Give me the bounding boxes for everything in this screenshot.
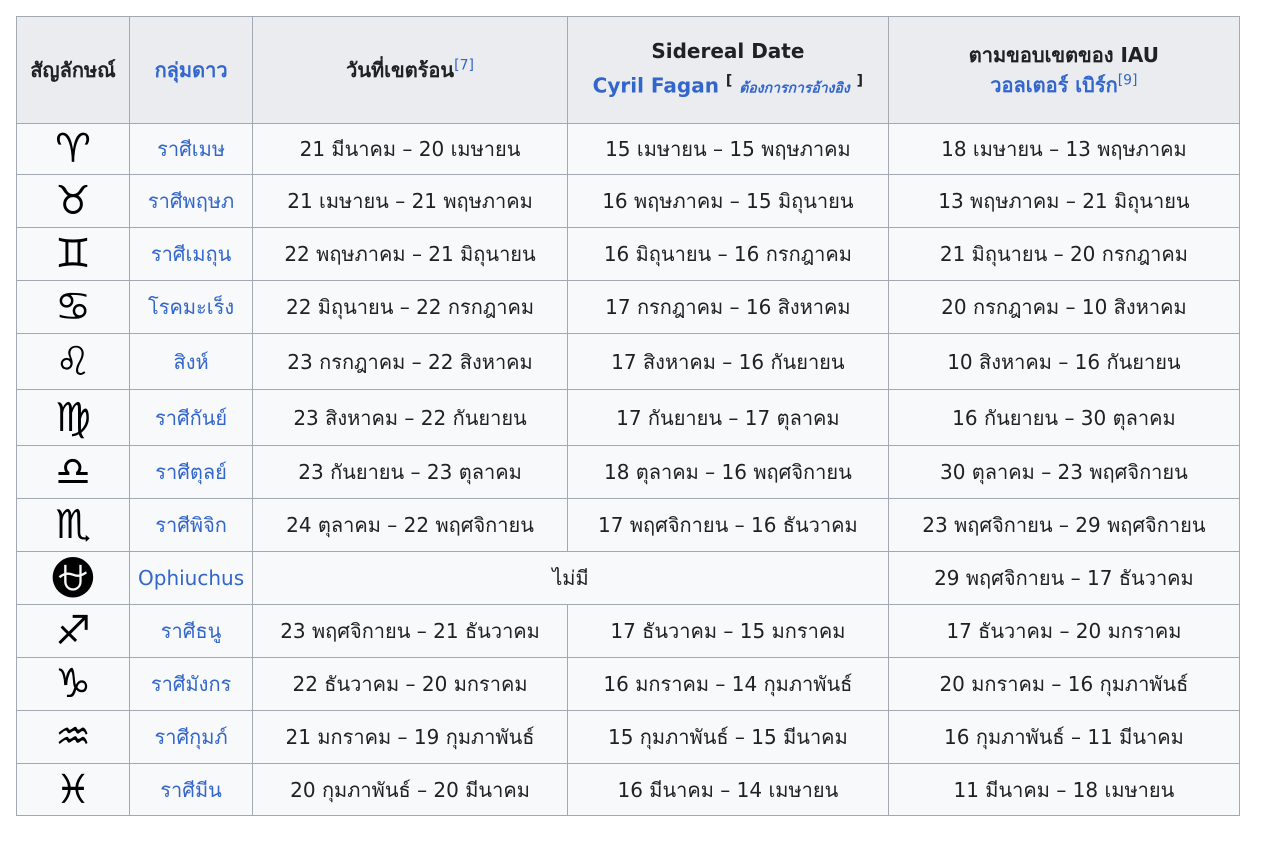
constellation-name-link[interactable]: ราศีพฤษภ [147, 189, 235, 213]
libra-icon: ♎︎ [17, 446, 130, 499]
constellation-cell[interactable] [130, 552, 253, 605]
table-row [17, 228, 1240, 281]
iau-date-cell: 16 กุมภาพันธ์ – 11 มีนาคม [888, 711, 1239, 764]
sidereal-date-cell: 17 กรกฎาคม – 16 สิงหาคม [567, 281, 888, 334]
tropical-date-cell: 23 สิงหาคม – 22 กันยายน [253, 390, 568, 446]
tropical-date-cell: 23 กรกฎาคม – 22 สิงหาคม [253, 334, 568, 390]
sidereal-date-cell: 15 เมษายน – 15 พฤษภาคม [567, 124, 888, 175]
iau-date-cell: 20 กรกฎาคม – 10 สิงหาคม [888, 281, 1239, 334]
tropical-date-cell: 21 เมษายน – 21 พฤษภาคม [253, 175, 568, 228]
tropical-date-cell: 22 ธันวาคม – 20 มกราคม [253, 658, 568, 711]
iau-date-cell: 18 เมษายน – 13 พฤษภาคม [888, 124, 1239, 175]
constellation-cell[interactable] [130, 764, 253, 816]
ophiuchus-icon: ⛎︎ [17, 552, 130, 605]
leo-icon: ♌︎ [17, 334, 130, 390]
tropical-label: วันที่เขตร้อน [346, 58, 455, 82]
table-row [17, 446, 1240, 499]
constellation-link[interactable]: กลุ่มดาว [154, 58, 228, 82]
header-sign: สัญลักษณ์ [17, 17, 130, 124]
table-row [17, 552, 1240, 605]
sidereal-title: Sidereal Date [651, 39, 805, 64]
sidereal-date-cell: 17 พฤศจิกายน – 16 ธันวาคม [567, 499, 888, 552]
sagittarius-icon: ♐︎ [17, 605, 130, 658]
bracket-open: [ [725, 73, 733, 90]
tropical-date-cell: 21 มีนาคม – 20 เมษายน [253, 124, 568, 175]
sidereal-date-cell: 16 มกราคม – 14 กุมภาพันธ์ [567, 658, 888, 711]
pisces-icon: ♓︎ [17, 764, 130, 816]
table-row [17, 499, 1240, 552]
constellation-name-link[interactable]: ราศีตุลย์ [155, 460, 227, 484]
sidereal-date-cell: 17 กันยายน – 17 ตุลาคม [567, 390, 888, 446]
iau-date-cell: 21 มิถุนายน – 20 กรกฎาคม [888, 228, 1239, 281]
table-row [17, 124, 1240, 175]
iau-date-cell: 13 พฤษภาคม – 21 มิถุนายน [888, 175, 1239, 228]
iau-date-cell: 10 สิงหาคม – 16 กันยายน [888, 334, 1239, 390]
header-iau [888, 17, 1239, 124]
constellation-cell[interactable] [130, 658, 253, 711]
taurus-icon: ♉︎ [17, 175, 130, 228]
constellation-name-link[interactable]: ราศีมังกร [150, 672, 232, 696]
table-row [17, 334, 1240, 390]
aquarius-icon: ♒︎ [17, 711, 130, 764]
capricorn-icon: ♑︎ [17, 658, 130, 711]
constellation-name-link[interactable]: สิงห์ [173, 349, 209, 374]
citation-needed-link[interactable]: ต้องการการอ้างอิง [739, 80, 850, 97]
constellation-name-link[interactable]: ราศีกุมภ์ [154, 725, 228, 749]
table-row [17, 658, 1240, 711]
cyril-fagan-link[interactable]: Cyril Fagan [592, 73, 719, 98]
virgo-icon: ♍︎ [17, 390, 130, 446]
iau-date-cell: 23 พฤศจิกายน – 29 พฤศจิกายน [888, 499, 1239, 552]
table-row [17, 711, 1240, 764]
constellation-cell[interactable] [130, 124, 253, 175]
constellation-cell[interactable] [130, 499, 253, 552]
no-dates-cell: ไม่มี [253, 552, 889, 605]
table-row [17, 175, 1240, 228]
constellation-cell[interactable] [130, 390, 253, 446]
gemini-icon: ♊︎ [17, 228, 130, 281]
tropical-date-cell: 23 กันยายน – 23 ตุลาคม [253, 446, 568, 499]
table-row [17, 281, 1240, 334]
iau-date-cell: 30 ตุลาคม – 23 พฤศจิกายน [888, 446, 1239, 499]
constellation-cell[interactable] [130, 446, 253, 499]
constellation-cell[interactable] [130, 281, 253, 334]
sidereal-date-cell: 17 สิงหาคม – 16 กันยายน [567, 334, 888, 390]
constellation-name-link[interactable]: ราศีธนู [160, 619, 222, 643]
sidereal-date-cell: 16 มิถุนายน – 16 กรกฎาคม [567, 228, 888, 281]
tropical-date-cell: 24 ตุลาคม – 22 พฤศจิกายน [253, 499, 568, 552]
tropical-ref-link[interactable]: [7] [454, 57, 474, 74]
tropical-date-cell: 21 มกราคม – 19 กุมภาพันธ์ [253, 711, 568, 764]
cancer-icon: ♋︎ [17, 281, 130, 334]
tropical-date-cell: 22 มิถุนายน – 22 กรกฎาคม [253, 281, 568, 334]
table-row [17, 764, 1240, 816]
tropical-date-cell: 20 กุมภาพันธ์ – 20 มีนาคม [253, 764, 568, 816]
iau-title: ตามขอบเขตของ IAU [968, 43, 1160, 67]
iau-date-cell: 17 ธันวาคม – 20 มกราคม [888, 605, 1239, 658]
constellation-name-link[interactable]: ราศีเมษ [157, 137, 225, 161]
constellation-cell[interactable] [130, 605, 253, 658]
constellation-name-link[interactable]: ราศีเมถุน [150, 242, 232, 266]
header-row [17, 17, 1240, 124]
iau-ref-link[interactable]: [9] [1117, 72, 1138, 89]
constellation-name-link[interactable]: ราศีกันย์ [154, 405, 228, 430]
constellation-name-link[interactable]: โรคมะเร็ง [147, 295, 235, 319]
iau-date-cell: 11 มีนาคม – 18 เมษายน [888, 764, 1239, 816]
header-constellation[interactable] [130, 17, 253, 124]
constellation-name-link[interactable]: ราศีมีน [160, 777, 222, 802]
constellation-cell[interactable] [130, 228, 253, 281]
header-sidereal [567, 17, 888, 124]
constellation-name-link[interactable]: Ophiuchus [138, 566, 245, 590]
tropical-date-cell: 23 พฤศจิกายน – 21 ธันวาคม [253, 605, 568, 658]
tropical-date-cell: 22 พฤษภาคม – 21 มิถุนายน [253, 228, 568, 281]
iau-date-cell: 20 มกราคม – 16 กุมภาพันธ์ [888, 658, 1239, 711]
sidereal-date-cell: 18 ตุลาคม – 16 พฤศจิกายน [567, 446, 888, 499]
constellation-cell[interactable] [130, 711, 253, 764]
scorpio-icon: ♏︎ [17, 499, 130, 552]
iau-date-cell: 16 กันยายน – 30 ตุลาคม [888, 390, 1239, 446]
iau-date-cell: 29 พฤศจิกายน – 17 ธันวาคม [888, 552, 1239, 605]
aries-icon: ♈︎ [17, 124, 130, 175]
sidereal-date-cell: 16 พฤษภาคม – 15 มิถุนายน [567, 175, 888, 228]
walter-berg-link[interactable]: วอลเตอร์ เบิร์ก [990, 73, 1118, 97]
constellation-name-link[interactable]: ราศีพิจิก [155, 513, 227, 537]
table-row [17, 605, 1240, 658]
bracket-close: ] [856, 73, 864, 90]
zodiac-table [16, 16, 1240, 816]
sidereal-date-cell: 17 ธันวาคม – 15 มกราคม [567, 605, 888, 658]
constellation-cell[interactable] [130, 334, 253, 390]
constellation-cell[interactable] [130, 175, 253, 228]
table-row [17, 390, 1240, 446]
header-tropical [253, 17, 568, 124]
sidereal-date-cell: 16 มีนาคม – 14 เมษายน [567, 764, 888, 816]
sidereal-date-cell: 15 กุมภาพันธ์ – 15 มีนาคม [567, 711, 888, 764]
